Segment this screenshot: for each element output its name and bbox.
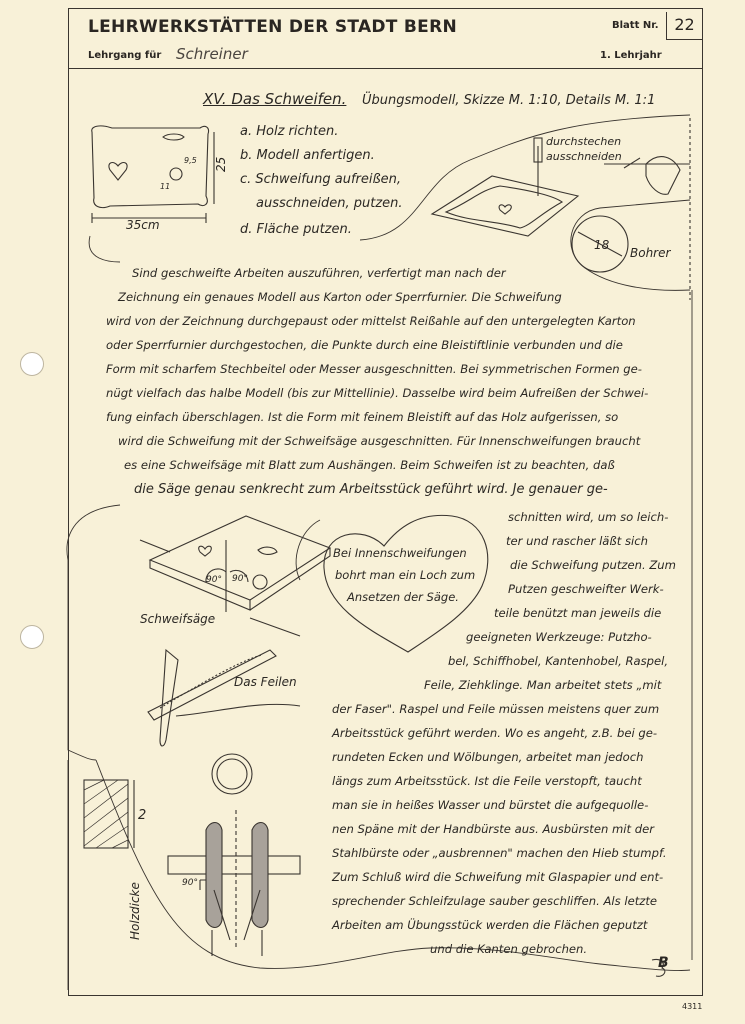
- body-line: wird die Schweifung mit der Schweifsäge ausgeschnitten. Für Innenschweifungen braucht: [118, 434, 641, 448]
- body-line: längs zum Arbeitsstück. Ist die Feile verstopft, taucht: [332, 774, 642, 788]
- heart-text-line-3: Ansetzen der Säge.: [347, 590, 459, 604]
- course-trade: Schreiner: [176, 45, 248, 63]
- angle-right: 90°: [232, 574, 248, 584]
- model-radius-label: 9,5: [184, 156, 197, 165]
- label-bohrer: Bohrer: [630, 246, 671, 260]
- sheet-number-label: Blatt Nr.: [612, 20, 659, 31]
- label-holzdicke: Holzdicke: [128, 882, 142, 940]
- body-line: Stahlbürste oder „ausbrennen" machen den Hieb stumpf.: [332, 846, 667, 860]
- angle-clamp: 90°: [182, 878, 198, 888]
- body-line: rundeten Ecken und Wölbungen, arbeitet man jedoch: [332, 750, 644, 764]
- heart-text-line-1: Bei Innenschweifungen: [333, 546, 467, 560]
- model-height-label: 25: [214, 156, 228, 172]
- body-line: Arbeiten am Übungsstück werden die Flächen geputzt: [332, 918, 648, 932]
- label-schweifsaege: Schweifsäge: [140, 612, 216, 626]
- step-d: d. Fläche putzen.: [240, 222, 352, 237]
- body-line: Form mit scharfem Stechbeitel oder Messer ausgeschnitten. Bei symmetrischen Formen ge-: [106, 362, 642, 376]
- course-label: Lehrgang für: [88, 50, 162, 61]
- body-line: der Faser". Raspel und Feile müssen meistens quer zum: [332, 702, 660, 716]
- body-line: schnitten wird, um so leich-: [508, 510, 669, 524]
- body-line: die Säge genau senkrecht zum Arbeitsstück geführt wird. Je genauer ge-: [134, 482, 608, 497]
- body-line: oder Sperrfurnier durchgestochen, die Punkte durch eine Bleistiftlinie verbunden und die: [106, 338, 623, 352]
- body-line: Putzen geschweifter Werk-: [508, 582, 664, 596]
- exercise-title: XV. Das Schweifen.: [203, 90, 347, 108]
- body-line: nügt vielfach das halbe Modell (bis zur Mittellinie). Dasselbe wird beim Aufreißen der Schwei-: [106, 386, 649, 400]
- body-line: man sie in heißes Wasser und bürstet die aufgequolle-: [332, 798, 649, 812]
- step-a: a. Holz richten.: [240, 124, 339, 139]
- author-mark: B: [658, 955, 669, 971]
- body-line: Zum Schluß wird die Schweifung mit Glaspapier und ent-: [332, 870, 664, 884]
- exercise-subtitle: Übungsmodell, Skizze M. 1:10, Details M. 1:1: [362, 93, 656, 108]
- angle-left: 90°: [206, 575, 222, 585]
- body-line: Feile, Ziehklinge. Man arbeitet stets „mit: [424, 678, 662, 692]
- body-line: und die Kanten gebrochen.: [430, 942, 588, 956]
- body-line: Sind geschweifte Arbeiten auszuführen, verfertigt man nach der: [132, 266, 506, 280]
- label-das-feilen: Das Feilen: [234, 675, 297, 689]
- label-ausschneiden: ausschneiden: [546, 150, 622, 163]
- institution-title: LEHRWERKSTÄTTEN DER STADT BERN: [88, 17, 458, 37]
- model-width-label: 35cm: [126, 218, 160, 232]
- body-line: ter und rascher läßt sich: [506, 534, 648, 548]
- body-line: bel, Schiffhobel, Kantenhobel, Raspel,: [448, 654, 669, 668]
- body-line: es eine Schweifsäge mit Blatt zum Aushängen. Beim Schweifen ist zu beachten, daß: [124, 458, 615, 472]
- step-c: c. Schweifung aufreißen,: [240, 172, 402, 187]
- body-line: wird von der Zeichnung durchgepaust oder mittelst Reißahle auf den untergelegten Karton: [106, 314, 636, 328]
- drill-diameter: 18: [594, 238, 610, 252]
- body-line: Arbeitsstück geführt werden. Wo es angeht, z.B. bei ge-: [332, 726, 658, 740]
- model-offset-label: 11: [160, 182, 171, 191]
- body-line: die Schweifung putzen. Zum: [510, 558, 676, 572]
- thickness-dimension: 2: [138, 808, 147, 823]
- form-number: 4311: [682, 1002, 703, 1011]
- body-line: sprechender Schleifzulage sauber geschliffen. Als letzte: [332, 894, 658, 908]
- body-line: fung einfach überschlagen. Ist die Form mit feinem Bleistift auf das Holz aufgerissen, so: [106, 410, 619, 424]
- body-line: geeigneten Werkzeuge: Putzho-: [466, 630, 652, 644]
- label-durchstechen: durchstechen: [546, 135, 622, 148]
- body-line: nen Späne mit der Handbürste aus. Ausbürsten mit der: [332, 822, 655, 836]
- step-c-continued: ausschneiden, putzen.: [256, 196, 403, 211]
- body-line: Zeichnung ein genaues Modell aus Karton oder Sperrfurnier. Die Schweifung: [118, 290, 562, 304]
- sheet-number: 22: [666, 12, 702, 40]
- body-line: teile benützt man jeweils die: [494, 606, 662, 620]
- step-b: b. Modell anfertigen.: [240, 148, 375, 163]
- school-year: 1. Lehrjahr: [600, 50, 662, 61]
- heart-text-line-2: bohrt man ein Loch zum: [335, 568, 476, 582]
